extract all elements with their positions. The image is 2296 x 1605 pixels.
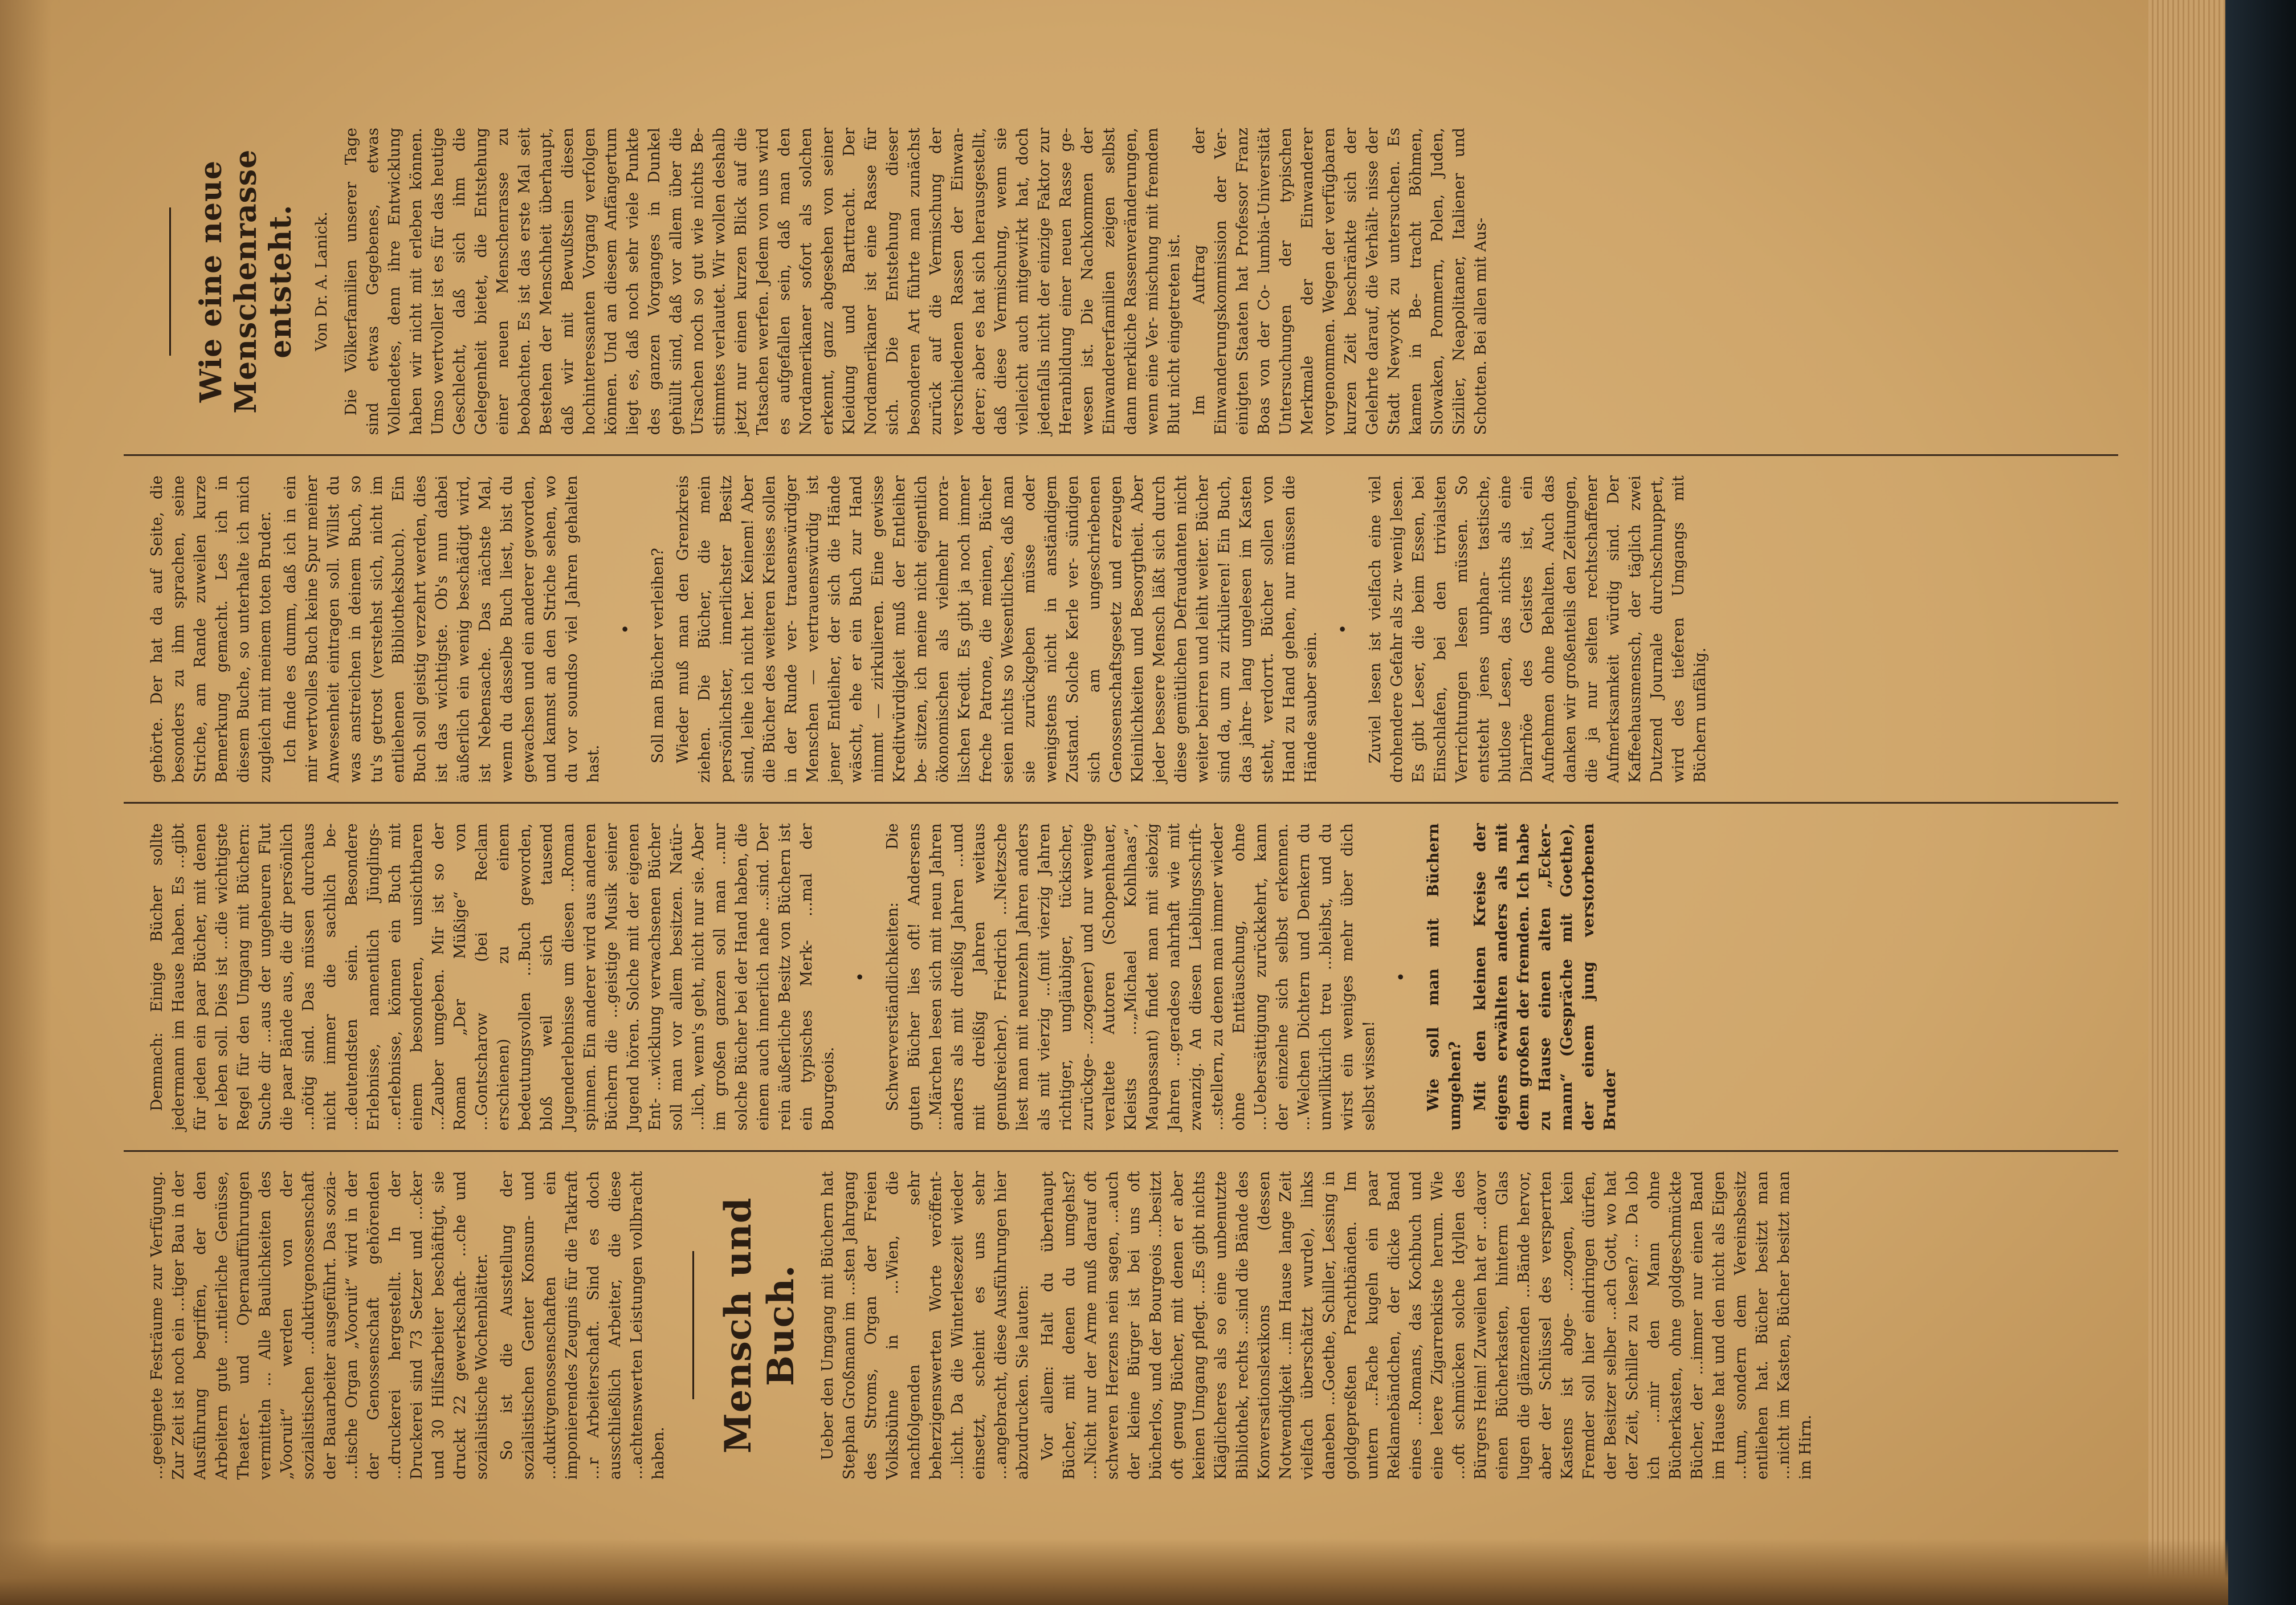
separator-rule	[692, 1251, 694, 1399]
article2-para-8: Ich finde es dumm, daß ich in ein mir wertvolles Buch keine Spur meiner Anwesenheit eintragen soll. Willst du was anstreichen in deinem Buch, so tu's getrost (verstehst sich, nicht im entliehenen Bibliotheksbuch). Ein Buch soll geistig verzehrt werden, dies ist das wichtigste. Ob's nun dabei äußerlich ein wenig beschädigt wird, ist Nebensache. Das nächste Mal, wenn du dasselbe Buch liest, bist du gewachsen und ein anderer geworden, und kannst an den Striche sehen, wo du vor soundso viel Jahren gehalten hast.	[282, 475, 602, 783]
column-1	[124, 1152, 2118, 1499]
previous-page-edge	[0, 0, 51, 1605]
article1-para-2: So ist die Ausstellung der sozialistischen Genter Konsum- und ...duktivgenossenschaften ein imponierendes Zeugnis für die Tatkraft ...r Arbeiterschaft. Sind es doch ausschließlich Arbeiter, die diese ...achtenswerten Leistungen vollbracht haben.	[498, 1171, 667, 1480]
section-dot: •	[1392, 972, 1412, 982]
separator-rule	[169, 207, 171, 356]
article2-para-7: gehörte. Der hat da auf Seite, die besonders zu ihm sprachen, seine Striche, am Rande zuweilen kurze Bemerkung gemacht. Les ich in diesem Buche, so unterhalte ich mich zugleich mit meinem toten Bruder.	[148, 475, 274, 783]
page-stack-edge	[2148, 0, 2228, 1605]
article3-byline: Von Dr. A. Lanick.	[313, 211, 331, 351]
article2-para-1: Ueber den Umgang mit Büchern hat Stephan Großmann im ...sten Jahrgang des Stroms, Organ der Freien Volksbühne in ...Wien, die nachfolgenden sehr beherzigenswerten Worte veröffent- ...licht. Da die Winterlesezeit wieder einsetzt, scheint es uns sehr ...angebracht, diese Ausführungen hier abzudrucken. Sie lauten:	[819, 1171, 1031, 1480]
section-dot: •	[1333, 624, 1353, 634]
article2-para-3: Demnach: Einige Bücher sollte jedermann im Hause haben. Es ...gibt für jeden ein paar Bücher, mit denen er leben soll. Dies ist ...die wichtigste Regel für den Umgang mit Büchern: Suche dir ...aus der ungeheuren Flut die paar Bände aus, die dir persönlich ...nötig sind. Das müssen durchaus nicht immer die sachlich be- ...deutendsten sein. Besondere Erlebnisse, namentlich Jünglings- ...erlebnisse, können ein Buch mit einem besonderen, unsichtbaren ...Zauber umgeben. Mir ist so der Roman „Der Müßige“ von ...Gontscharow (bei Reclam erschienen) zu einem bedeutungsvollen ...Buch geworden, bloß weil sich tausend Jugenderlebnisse um diesen ...Roman spinnen. Ein anderer wird aus anderen Büchern die ...geistige Musik seiner Jugend hören. Solche mit der eigenen Ent- ...wicklung verwachsenen Bücher soll man vor allem besitzen. Natür- ...lich, wenn's geht, nicht nur sie. Aber im großen ganzen soll man ...nur solche Bücher bei der Hand haben, die einem auch innerlich nahe ...sind. Der rein äußerliche Besitz von Büchern ist ein typisches Merk- ...mal der Bourgeois.	[148, 823, 837, 1131]
column-3	[124, 456, 2118, 804]
article3-para-2: Im Auftrag der Einwanderungskommission der Ver- einigten Staaten hat Professor Franz Boas von der Co- lumbia-Universität Untersuchungen der typischen Merkmale der Einwanderer vorgenommen. Wegen der verfügbaren kurzen Zeit beschränkte sich der Gelehrte darauf, die Verhält- nisse der Stadt Newyork zu untersuchen. Es kamen in Be- tracht Böhmen, Slowaken, Pommern, Polen, Juden, Sizilier, Neapolitaner, Italiener und Schotten. Bei allen mit Aus-	[1190, 128, 1490, 435]
article3-para-1: Die Völkerfamilien unserer Tage sind etwas Gegebenes, etwas Vollendetes, denn ihre Entwicklung haben wir nicht mit erleben können. Umso wertvoller ist es für das heutige Geschlecht, daß sich ihm die Gelegenheit bietet, die Entstehung einer neuen Menschenrasse zu beobachten. Es ist das erste Mal seit Bestehen der Menschheit überhaupt, daß wir mit Bewußtsein diesen hochinteressanten Vorgang verfolgen können. Und an diesem Anfängertum liegt es, daß noch sehr viele Punkte des ganzen Vorganges in Dunkel gehüllt sind, daß vor allem über die Ursachen noch so gut wie nichts Be- stimmtes verlautet. Wir wollen deshalb jetzt nur einen kurzen Blick auf die Tatsachen werfen. Jedem von uns wird es aufgefallen sein, daß man den Nordamerikaner sofort als solchen erkennt, ganz abgesehen von seiner Kleidung und Barttracht. Der Nordamerikaner ist eine Rasse für sich. Die Entstehung dieser besonderen Art führte man zunächst zurück auf die Vermischung der verschiedenen Rassen der Einwan- derer; aber es hat sich herausgestellt, daß diese Vermischung, wenn sie vielleicht auch mitgewirkt hat, doch jedenfalls nicht der einzige Faktor zur Heranbildung einer neuen Rasse ge- wesen ist. Die Nachkommen der Einwandererfamilien zeigen selbst dann merkliche Rassenveränderungen, wenn eine Ver- mischung mit fremdem Blut nicht eingetreten ist.	[342, 128, 1183, 435]
article2-question: Wie soll man mit Büchern umgehen?	[1425, 823, 1464, 1131]
article1-intro: ...geeignete Festräume zur Verfügung. Zur Zeit ist noch ein ...tiger Bau in der Ausführung begriffen, der den Arbeitern gute ...ntierliche Genüsse, Theater- und Opernaufführungen vermitteln ... Alle Baulichkeiten des „Vooruit“ werden von der sozialistischen ...duktivgenossenschaft der Bauarbeiter ausgeführt. Das sozia- ...tische Organ „Vooruit“ wird in der der Genossenschaft gehörenden ...druckerei hergestellt. In der Druckerei sind 73 Setzer und ...cker und 30 Hilfsarbeiter beschäftigt, sie druckt 22 gewerkschaft- ...che und sozialistische Wochenblätter.	[148, 1171, 491, 1480]
article2-para-4: Schwerverständlichkeiten: Die guten Bücher lies oft! Andersens ...Märchen lesen sich mit neun Jahren anders als mit dreißig Jahren ...und mit dreißig Jahren weitaus genußreicher). Friedrich ...Nietzsche liest man mit neunzehn Jahren anders als mit vierzig ...(mit vierzig Jahren richtiger, ungläubiger, tückischer, zurückge- ...zogener) und nur wenige veraltete Autoren (Schopenhauer, Kleists ...„Michael Kohlhaas“, Maupassant) findet man mit siebzig Jahren ...geradeso nahrhaft wie mit zwanzig. An diesen Lieblingsschrift- ...stellern, zu denen man immer wieder ohne Enttäuschung, ohne ...Uebersättigung zurückkehrt, kann der einzelne sich selbst erkennen. ...Welchen Dichtern und Denkern du unwillkürlich treu ...bleibst, und du wirst ein weniges mehr über dich selbst wissen!	[884, 823, 1378, 1131]
article2-para-11: Zuviel lesen ist vielfach eine viel drohendere Gefahr als zu- wenig lesen. Es gibt Leser, die beim Essen, bei Einschlafen, bei den trivialsten Verrichtungen lesen müssen. So entsteht jenes unphan- tastische, blutlose Lesen, das nichts als eine Diarrhöe des Geistes ist, ein Aufnehmen ohne Behalten. Auch das danken wir großenteils den Zeitungen, die ja nur selten rechtschaffener Aufmerksamkeit würdig sind. Der Kaffeehausmensch, der täglich zwei Dutzend Journale durchschnuppert, wird des tieferen Umgangs mit Büchern unfähig.	[1367, 475, 1709, 783]
book-spine	[2225, 0, 2296, 1605]
article2-para-10: Wieder muß man den Grenzkreis ziehen. Die Bücher, die mein persönlichster, innerlichster Besitz sind, leihe ich nicht her. Keinem! Aber die Bücher des weiteren Kreises sollen in der Runde ver- trauenswürdiger Menschen — vertrauenswürdig ist jener Entleiher, der sich die Hände wäscht, ehe er ein Buch zur Hand nimmt — zirkulieren. Eine gewisse Kreditwürdigkeit muß der Entleiher be- sitzen, ich meine nicht eigentlich ökonomischen als vielmehr mora- lischen Kredit. Es gibt ja noch immer freche Patrone, die meinen, Bücher seien nichts so Wesentliches, daß man sie zurückgeben müsse oder wenigstens nicht in anständigem Zustand. Solche Kerle ver- sündigen sich am ungeschriebenen Genossenschaftsgesetz und erzeugen Kleinlichkeiten und Besorgtheit. Aber jeder bessere Mensch läßt sich durch diese gemütlichen Defraudanten nicht weiter beirren und leiht weiter. Bücher sind da, um zu zirkulieren! Ein Buch, das jahre- lang ungelesen im Kasten steht, verdorrt. Bücher sollen von Hand zu Hand gehen, nur müssen die Hände sauber sein.	[674, 475, 1320, 783]
page-curl	[0, 1539, 2228, 1605]
section-dot: •	[851, 972, 871, 982]
column-4	[124, 108, 2118, 456]
article3-title: Wie eine neue Menschenrasse entsteht.	[194, 149, 298, 414]
article2-para-6: Mit den kleinen Kreise der eigens erwählten anders als mit dem großen der fremden. Ich habe zu Hause einen alten „Ecker- mann“ (Gespräche mit Goethe), der einem jung verstorbenen Bruder	[1471, 823, 1619, 1131]
section-dot: •	[616, 624, 636, 634]
article2-para-2: Vor allem: Halt du überhaupt Bücher, mit denen du umgehst? ...Nicht nur der Arme muß darauf oft schweren Herzens nein sagen, ...auch der kleine Bürger ist bei uns oft bücherlos, und der Bourgeois ...besitzt oft genug Bücher, mit denen er aber keinen Umgang pflegt. ...Es gibt nichts Kläglicheres als so eine unbenutzte Bibliothek, rechts ...sind die Bände des Konversationslexikons (dessen Notwendigkeit ...im Hause lange Zeit vielfach überschätzt wurde), links daneben ...Goethe, Schiller, Lessing in goldgepreßten Prachtbänden. Im untern ...Fache kugeln ein paar Reklamebändchen, der dicke Band eines ...Romans, das Kochbuch und eine leere Zigarrenkiste herum. Wie ...oft schmücken solche Idyllen des Bürgers Heim! Zuweilen hat er ...davor einen Bücherkasten, hinterm Glas lugen die glänzenden ...Bände hervor, aber der Schlüssel des versperrten Kastens ist abge- ...zogen, kein Fremder soll hier eindringen dürfen, der Besitzer selber ...ach Gott, wo hat der Zeit, Schiller zu lesen? ... Da lob ich ...mir den Mann ohne Bücherkasten, ohne goldgeschmückte Bücher, der ...immer nur einen Band im Hause hat und den nicht als Eigen ...tum, sondern dem Vereinsbesitz entliehen hat. Bücher besitzt man ...nicht im Kasten, Bücher besitzt man im Hirn.	[1039, 1171, 1814, 1480]
column-2	[124, 804, 2118, 1151]
article2-question-lend: Soll man Bücher verleihen?	[649, 548, 667, 764]
article2-title: Mensch und Buch.	[717, 1197, 802, 1454]
rotated-print-area	[124, 108, 2118, 1499]
